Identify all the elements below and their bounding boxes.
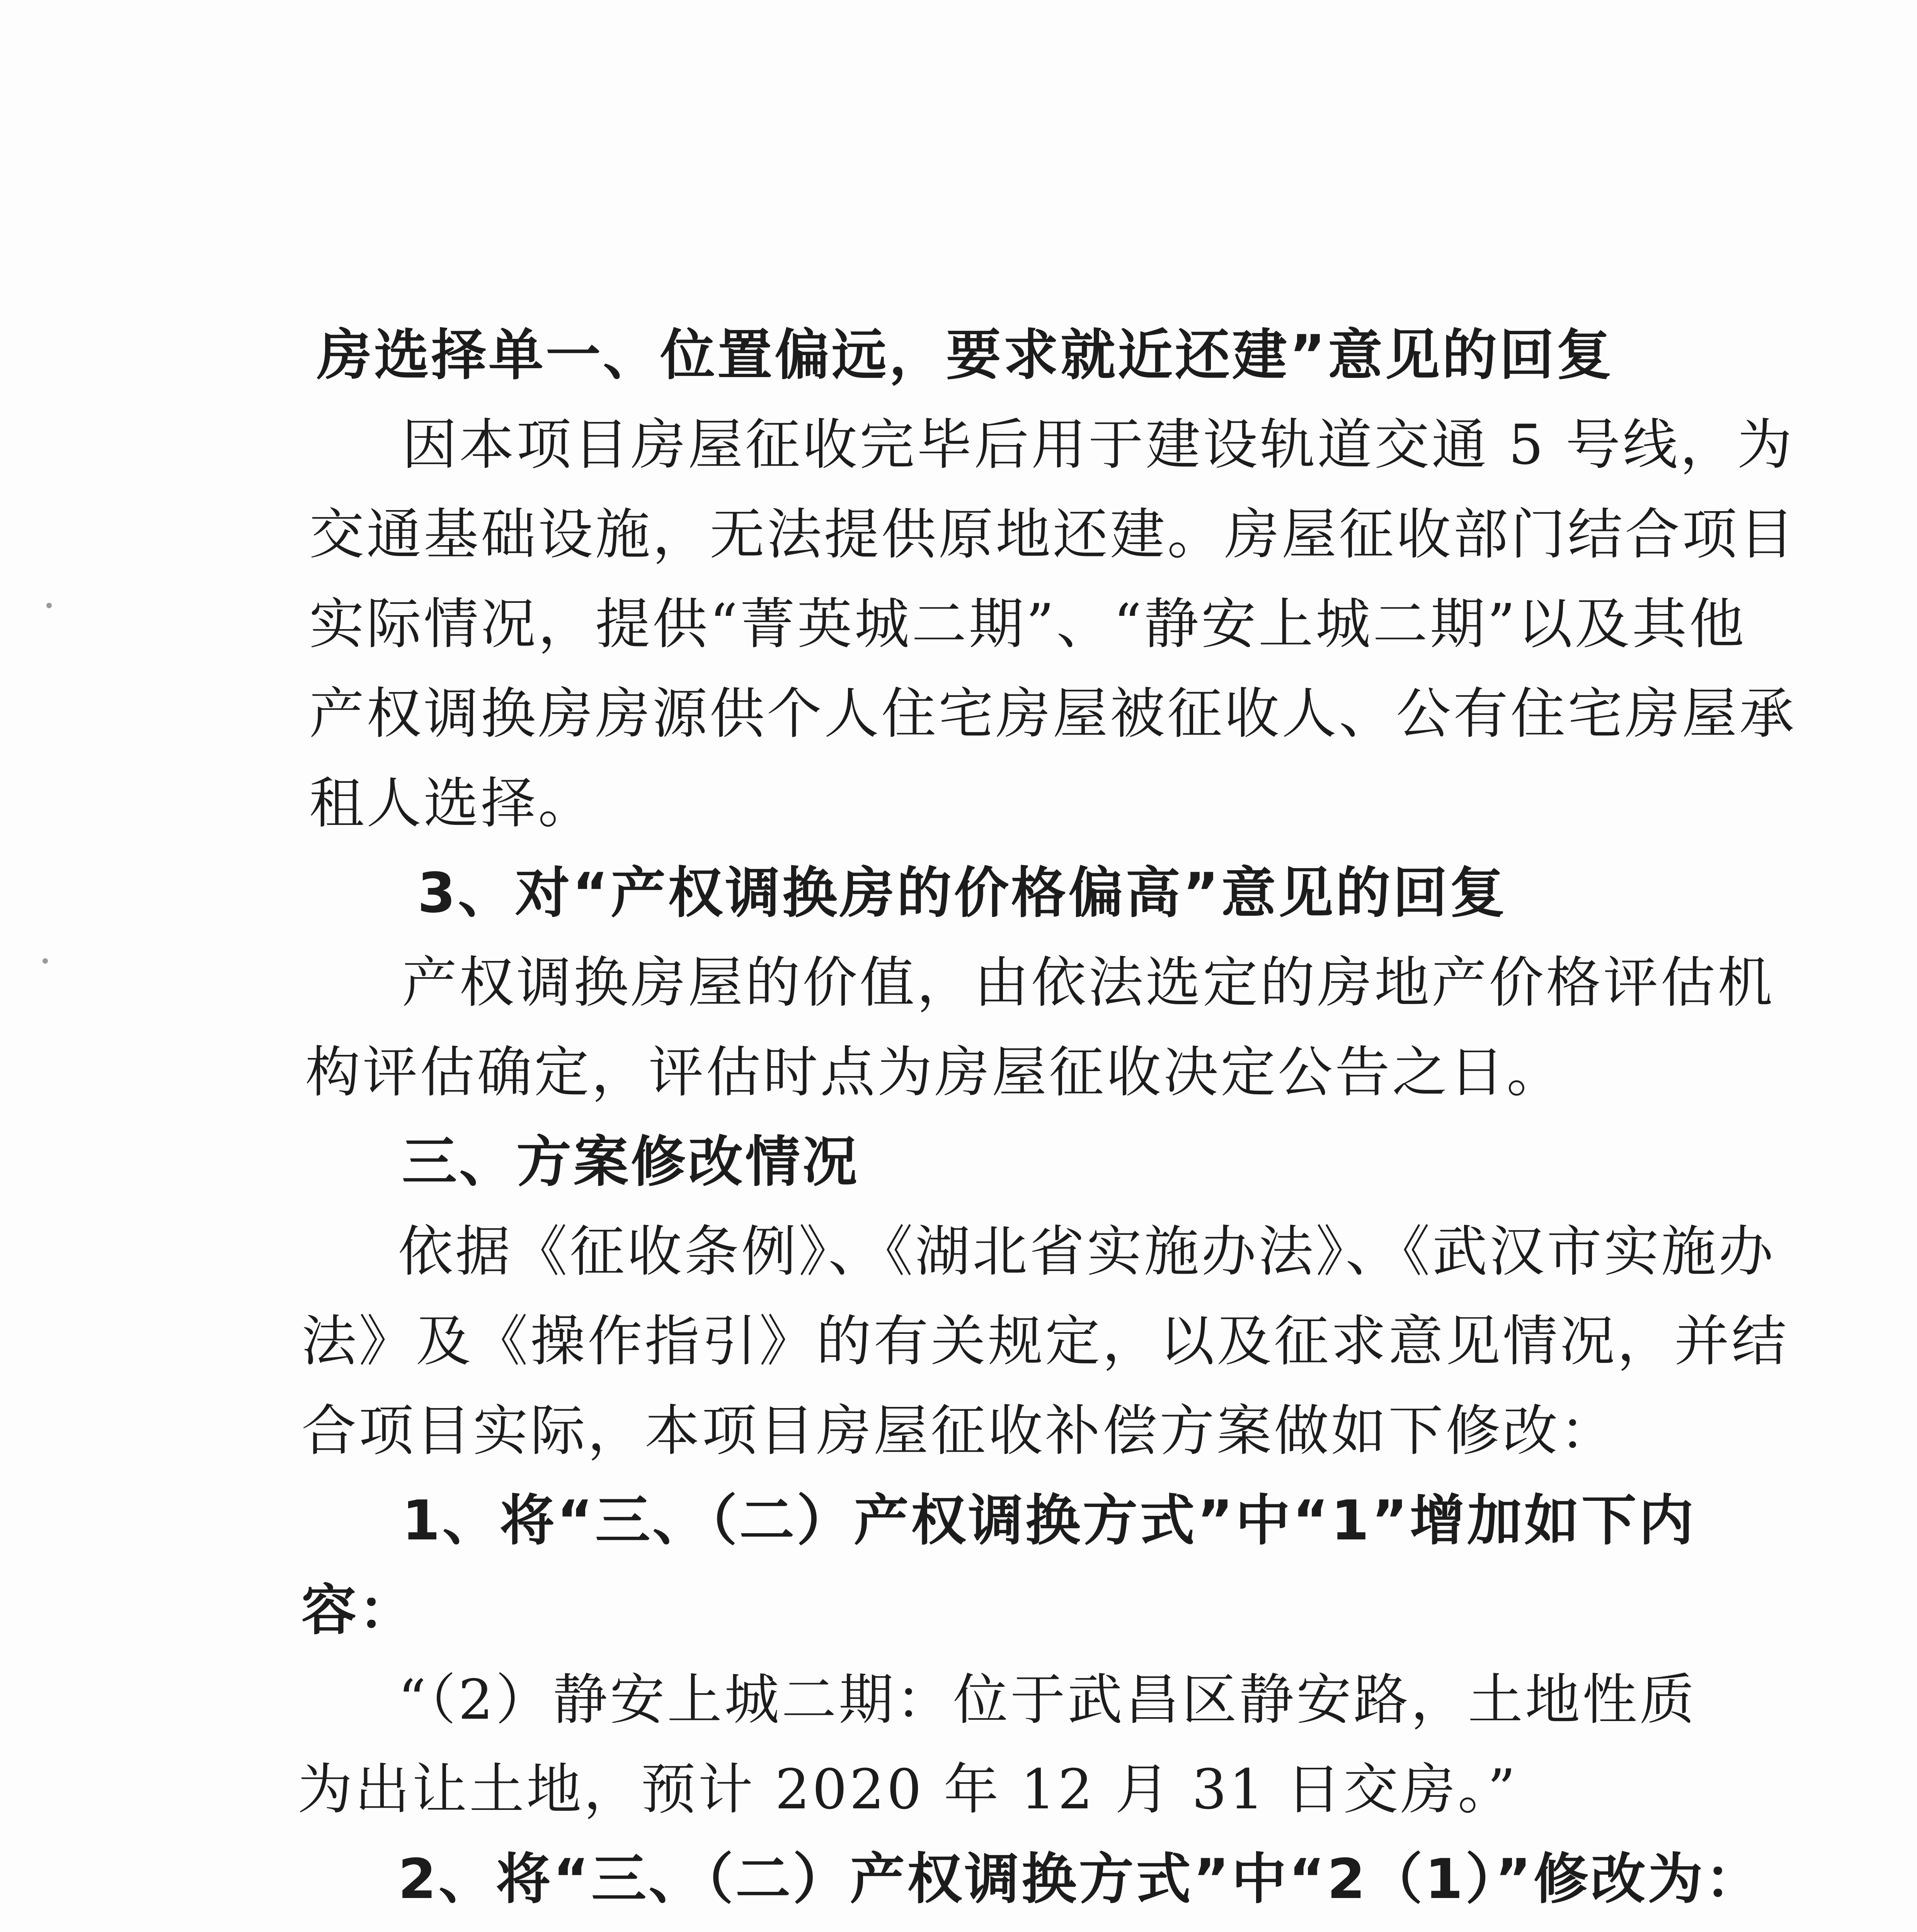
paragraph-line: 产权调换房房源供个人住宅房屋被征收人、公有住宅房屋承: [309, 682, 1796, 746]
paragraph-line: 依据《征收条例》、《湖北省实施办法》、《武汉市实施办: [398, 1220, 1776, 1284]
section-heading-continued: 房选择单一、位置偏远，要求就近还建”意见的回复: [317, 323, 1614, 387]
paragraph-line: 交通基础设施，无法提供原地还建。房屋征收部门结合项目: [309, 503, 1796, 566]
paragraph-line: [402, 1930, 1623, 1932]
section-heading: 1、将“三、（二）产权调换方式”中“1”增加如下内: [402, 1489, 1696, 1553]
section-heading: 3、对“产权调换房的价格偏高”意见的回复: [417, 861, 1507, 925]
paragraph-line: 实际情况，提供“菁英城二期”、“静安上城二期”以及其他: [309, 592, 1747, 656]
paragraph-line: 因本项目房屋征收完毕后用于建设轨道交通 5 号线，为: [402, 413, 1794, 477]
section-heading: 2、将“三、（二）产权调换方式”中“2（1）”修改为：: [398, 1847, 1762, 1911]
paragraph-line: “（2）静安上城二期：位于武昌区静安路，土地性质: [398, 1668, 1697, 1732]
section-heading: 三、方案修改情况: [402, 1130, 860, 1194]
paragraph-line: 产权调换房屋的价值，由依法选定的房地产价格评估机: [402, 951, 1775, 1015]
scan-speck: [43, 958, 48, 964]
paragraph-line: 合项目实际，本项目房屋征收补偿方案做如下修改：: [301, 1399, 1617, 1463]
paragraph-line: 法》及《操作指引》的有关规定，以及征求意见情况，并结: [301, 1310, 1789, 1373]
paragraph-line: 为出让土地，预计 2020 年 12 月 31 日交房。”: [298, 1758, 1518, 1821]
paragraph-line: 构评估确定，评估时点为房屋征收决定公告之日。: [305, 1041, 1564, 1104]
section-heading: 容：: [301, 1578, 416, 1642]
scan-speck: [46, 603, 52, 608]
paragraph-line: 租人选择。: [309, 772, 595, 835]
